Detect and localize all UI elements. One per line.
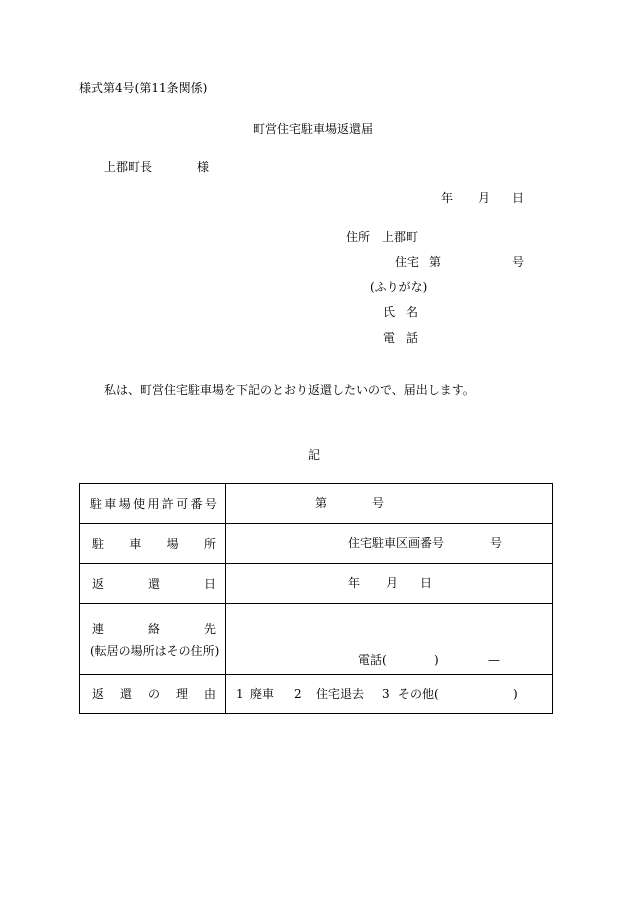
contact-value-cell[interactable]	[226, 604, 553, 675]
address-label: 住所	[346, 230, 371, 244]
label-char: 連	[92, 622, 105, 636]
parking-section-number-label: 住宅駐車区画番号	[348, 536, 445, 550]
furigana-label: (ふりがな)	[370, 280, 428, 294]
return-month: 月	[386, 576, 399, 590]
reason-option-2-number: 2	[294, 687, 302, 701]
label-char: 所	[203, 536, 216, 551]
parking-place-label	[80, 536, 225, 552]
table-row	[80, 524, 553, 564]
label-char: 車	[129, 536, 142, 551]
label-char: の	[147, 687, 160, 701]
table-row	[80, 564, 553, 604]
permit-number-value-cell[interactable]	[226, 484, 553, 524]
return-reason-label-cell	[80, 675, 226, 714]
date-month-label: 月	[478, 191, 491, 205]
name-label-1: 氏	[383, 305, 396, 319]
return-details-table	[79, 483, 553, 714]
name-label-2: 名	[406, 305, 419, 319]
date-day-label: 日	[512, 191, 525, 205]
return-date-label-cell	[80, 564, 226, 604]
reason-option-3-number: 3	[382, 687, 390, 701]
label-char: 還	[147, 576, 160, 591]
label-char: 許	[161, 496, 174, 511]
label-char: 場	[166, 536, 179, 551]
label-char: 返	[92, 687, 105, 701]
honorific: 様	[197, 160, 210, 174]
label-char: 用	[147, 496, 160, 511]
parking-go: 号	[490, 536, 503, 550]
return-reason-label	[80, 686, 225, 702]
reason-option-3[interactable]: その他(	[398, 687, 439, 701]
label-char: 車	[104, 496, 117, 511]
table-row	[80, 604, 553, 675]
form-number: 様式第4号(第11条関係)	[79, 81, 208, 95]
permit-number-label-cell	[80, 484, 226, 524]
permit-dai: 第	[315, 496, 328, 510]
return-date-label	[80, 576, 225, 592]
return-year: 年	[348, 576, 361, 590]
phone-label-2: 話	[406, 331, 419, 345]
contact-label	[80, 621, 225, 637]
housing-label: 住宅	[395, 255, 420, 269]
return-date-value-cell[interactable]	[226, 564, 553, 604]
return-day: 日	[420, 576, 433, 590]
contact-phone-dash: —	[488, 653, 500, 667]
label-char: 絡	[147, 622, 160, 636]
contact-phone-close: )	[434, 653, 439, 667]
label-char: 由	[203, 687, 216, 701]
body-text: 私は、町営住宅駐車場を下記のとおり返還したいので、届出します。	[104, 383, 475, 397]
label-char: 号	[204, 496, 217, 511]
contact-phone-prefix: 電話(	[358, 653, 387, 667]
label-char: 返	[92, 576, 105, 591]
label-char: 理	[175, 687, 188, 701]
phone-label-1: 電	[383, 331, 396, 345]
reason-option-1[interactable]: 廃車	[250, 687, 275, 701]
return-reason-value-cell	[226, 675, 553, 714]
label-char: 場	[118, 496, 131, 511]
label-char: 番	[190, 496, 203, 511]
reason-option-1-number: 1	[236, 687, 244, 701]
label-char: 日	[203, 576, 216, 591]
permit-go: 号	[372, 496, 385, 510]
document-title: 町営住宅駐車場返還届	[253, 122, 374, 136]
ki-heading: 記	[308, 448, 321, 462]
housing-dai: 第	[429, 255, 442, 269]
parking-place-label-cell	[80, 524, 226, 564]
label-char: 先	[203, 622, 216, 636]
address-value: 上郡町	[382, 230, 419, 244]
label-char: 還	[119, 687, 132, 701]
date-year-label: 年	[441, 191, 454, 205]
reason-option-2[interactable]: 住宅退去	[316, 687, 365, 701]
label-char: 使	[133, 496, 146, 511]
table-row	[80, 675, 553, 714]
parking-place-value-cell[interactable]	[226, 524, 553, 564]
addressee: 上郡町長	[104, 160, 153, 174]
label-char: 可	[176, 496, 189, 511]
permit-number-label	[80, 496, 225, 512]
table-row	[80, 484, 553, 524]
housing-go: 号	[512, 255, 525, 269]
reason-option-3-close: )	[513, 687, 518, 701]
label-char: 駐	[90, 496, 103, 511]
contact-sublabel: (転居の場所はその住所)	[90, 644, 220, 658]
label-char: 駐	[92, 536, 105, 551]
contact-label-cell	[80, 604, 226, 675]
